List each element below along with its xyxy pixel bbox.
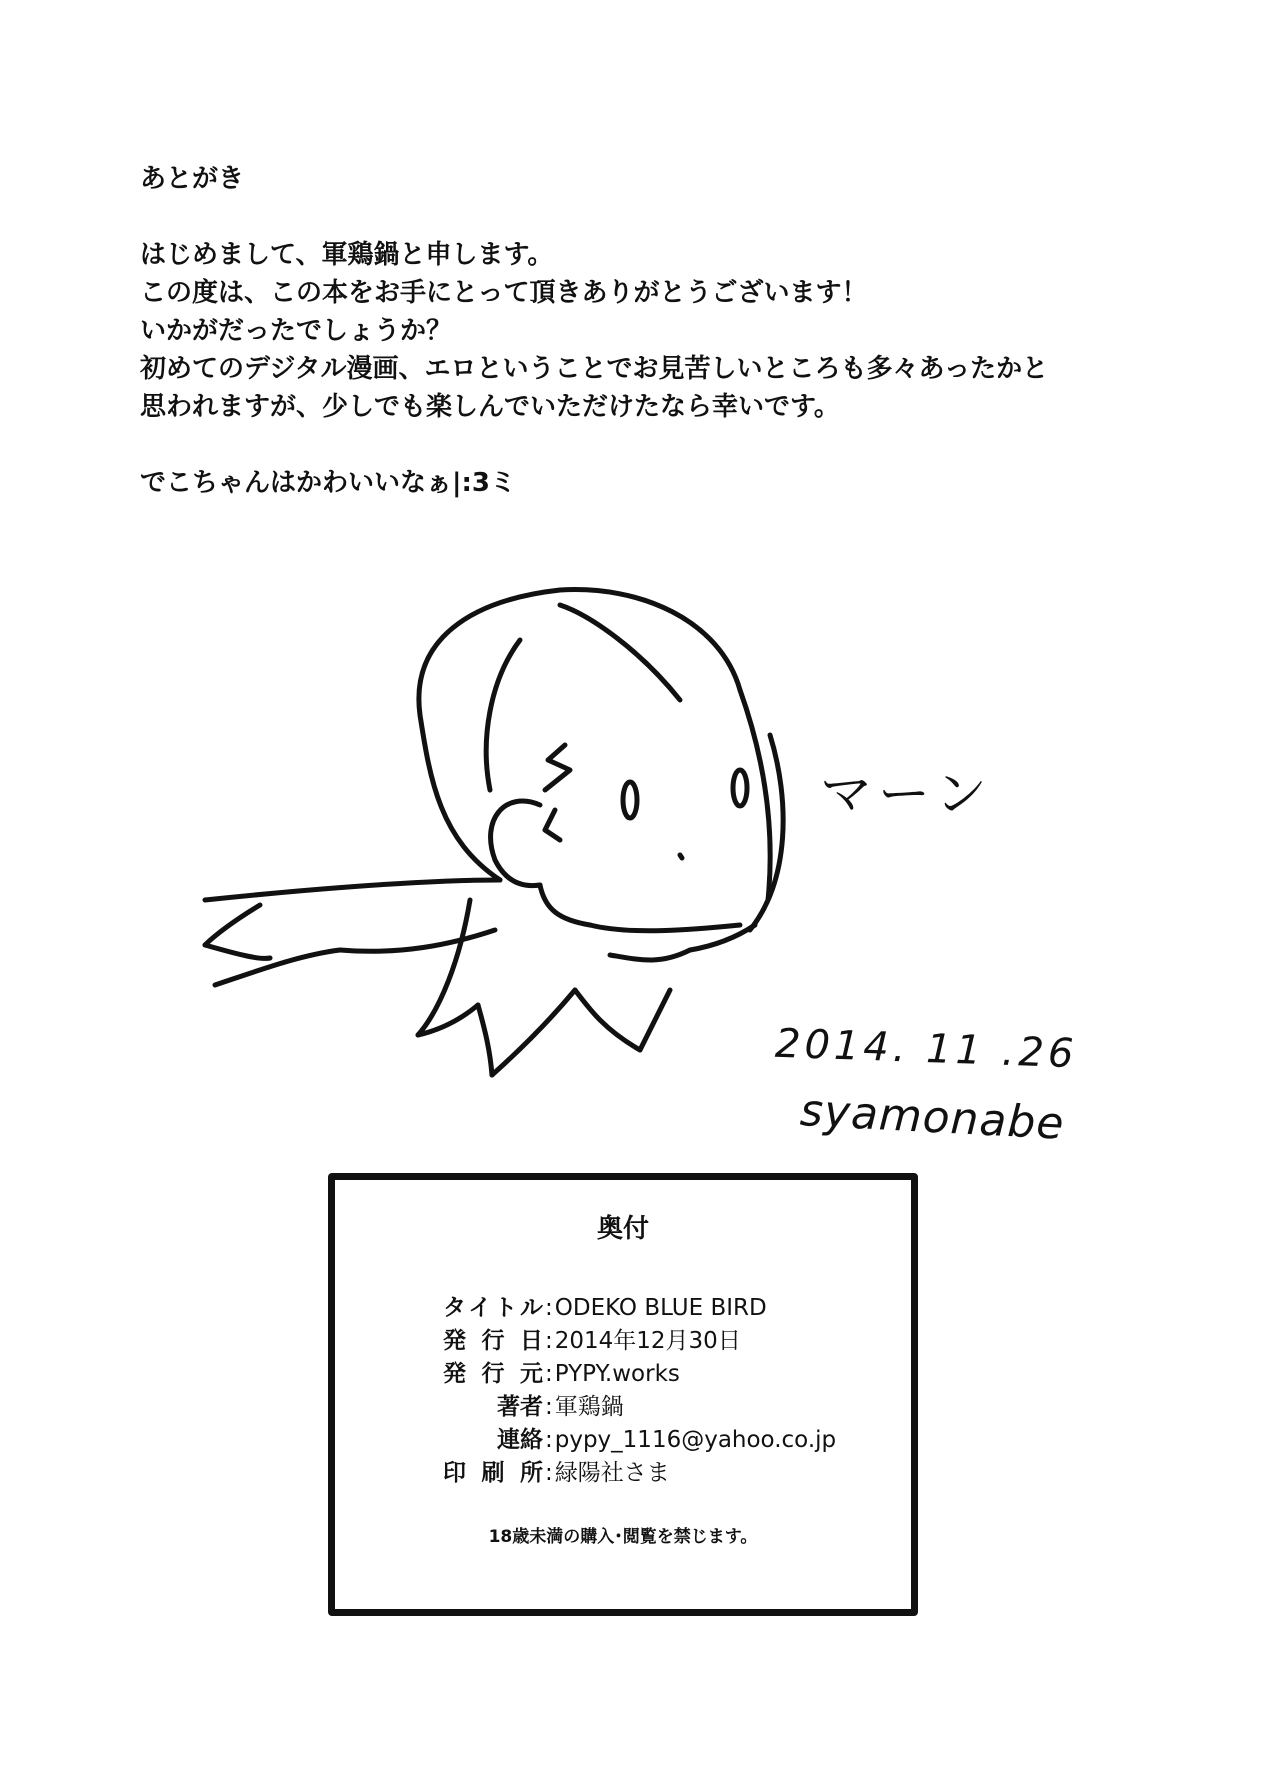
sketch-flowing-hair-1: [205, 880, 500, 900]
sketch-nose: [680, 855, 682, 858]
sketch-flowing-hair-top: [420, 715, 500, 880]
colophon-key: 発行元: [443, 1361, 543, 1387]
colophon-value: 2014年12月30日: [554, 1328, 741, 1354]
sketch-body-5: [575, 990, 640, 1050]
sketch-zigzag-1: [545, 745, 570, 790]
colophon-separator: :: [545, 1460, 553, 1486]
afterword-section: [140, 160, 1180, 502]
sketch-head-outline: [419, 590, 740, 715]
colophon-separator: :: [545, 1295, 553, 1321]
colophon-separator: :: [545, 1427, 553, 1453]
sound-effect-text: マーン: [820, 765, 993, 825]
sketch-collar-1: [610, 950, 690, 960]
sketch-hair-strand-3: [740, 690, 770, 900]
sketch-body-4: [492, 990, 575, 1075]
age-restriction-note: 18歳未満の購入･閲覧を禁じます。: [488, 1527, 758, 1547]
sketch-hair-strand-1: [486, 640, 520, 790]
afterword-line-5: 思われますが、少しでも楽しんでいただけたなら幸いです。: [140, 392, 840, 422]
afterword-closing: でこちゃんはかわいいなぁ|:3ミ: [140, 468, 516, 498]
signature-date: 2014. 11 .26: [774, 1020, 1079, 1078]
colophon-key: 発行日: [443, 1328, 543, 1354]
sketch-zigzag-2: [545, 810, 560, 840]
colophon-row-printer: [443, 1457, 836, 1490]
afterword-line-1: はじめまして、軍鶏鍋と申します。: [140, 240, 554, 270]
sketch-hair-strand-2: [560, 605, 680, 700]
sketch-collar-2: [690, 925, 755, 950]
colophon-key: 印刷所: [443, 1460, 543, 1486]
colophon-value: pypy_1116@yahoo.co.jp: [554, 1427, 837, 1453]
colophon-title: 奥付: [596, 1214, 649, 1244]
colophon-key: 連絡: [497, 1427, 543, 1453]
colophon-row-title: [443, 1292, 836, 1325]
sketch-flowing-hair-2: [205, 905, 260, 945]
afterword-line-4: 初めてのデジタル漫画、エロということでお見苦しいところも多々あったかと: [140, 354, 1049, 384]
sketch-flowing-hair-5: [340, 930, 495, 951]
sketch-flowing-hair-3: [205, 945, 270, 958]
colophon-row-author: [443, 1391, 836, 1424]
colophon-value: 軍鶏鍋: [554, 1394, 624, 1420]
sketch-chin: [590, 925, 740, 931]
colophon-separator: :: [545, 1328, 553, 1354]
sketch-body-6: [640, 990, 670, 1050]
colophon-key: 著者: [497, 1394, 543, 1420]
sketch-ear: [491, 801, 540, 886]
afterword-line-3: いかがだったでしょうか？: [140, 316, 453, 346]
signature-name: syamonabe: [798, 1085, 1066, 1150]
colophon-row-contact: [443, 1424, 836, 1457]
sketch-body-2: [418, 1005, 478, 1035]
colophon-separator: :: [545, 1394, 553, 1420]
sketch-body-1: [418, 900, 470, 1035]
colophon-value: ODEKO BLUE BIRD: [554, 1295, 767, 1321]
colophon-row-date: [443, 1325, 836, 1358]
sketch-face-side: [540, 885, 590, 925]
colophon-row-publisher: [443, 1358, 836, 1391]
colophon-box: [328, 1173, 918, 1616]
colophon-key: タイトル: [443, 1295, 543, 1321]
colophon-separator: :: [545, 1361, 553, 1387]
sketch-eye-right: [733, 770, 747, 806]
sketch-eye-left: [623, 782, 637, 818]
sketch-flowing-hair-4: [215, 950, 340, 985]
afterword-line-2: この度は、この本をお手にとって頂きありがとうございます！: [140, 278, 868, 308]
sketch-hair-strand-4: [750, 735, 783, 930]
colophon-rows: [443, 1292, 836, 1490]
colophon-value: PYPY.works: [554, 1361, 680, 1387]
colophon-value: 緑陽社さま: [554, 1460, 670, 1486]
sketch-body-3: [478, 1005, 492, 1075]
afterword-heading: あとがき: [140, 164, 245, 194]
